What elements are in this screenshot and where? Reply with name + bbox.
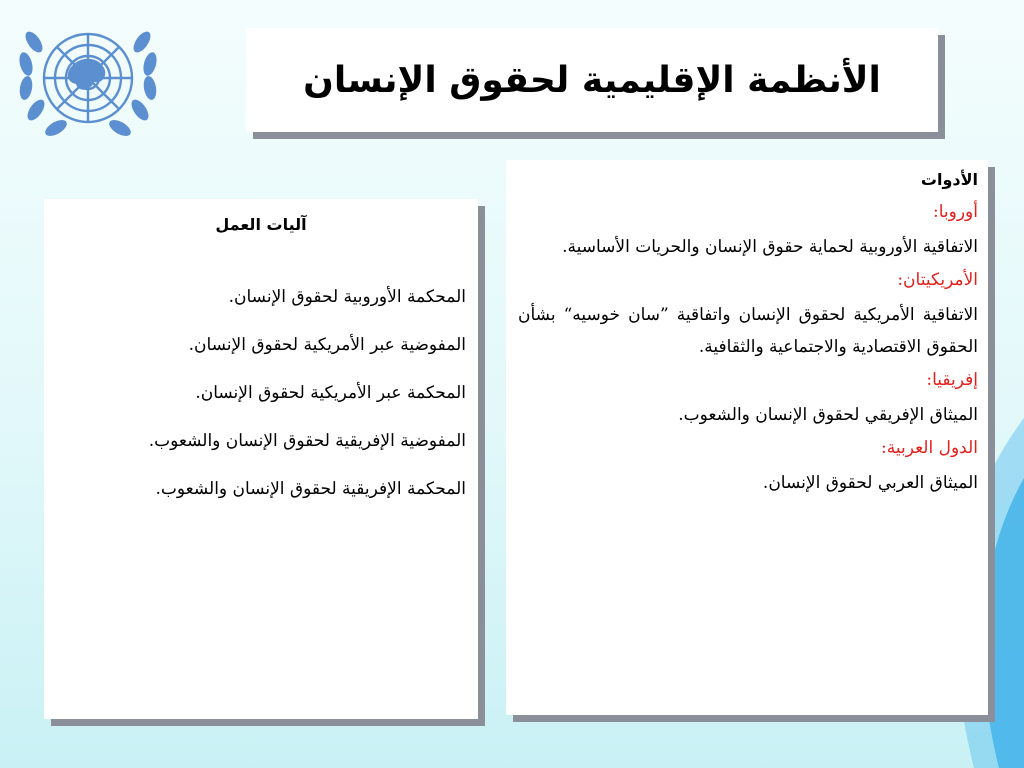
region-label-arab-states: الدول العربية: — [881, 438, 978, 458]
region-label-africa: إفريقيا: — [926, 370, 978, 390]
mechanism-item: المحكمة عبر الأمريكية لحقوق الإنسان. — [195, 383, 466, 403]
instrument-text-arab-states: الميثاق العربي لحقوق الإنسان. — [762, 473, 978, 493]
instrument-text-americas: الاتفاقية الأمريكية لحقوق الإنسان واتفاقية ”سان خوسيه“ بشأن الحقوق الاقتصادية والاجتماعية والثقافية. — [518, 305, 978, 357]
mechanisms-panel — [44, 199, 478, 719]
mechanisms-heading: آليات العمل — [215, 215, 307, 234]
instrument-text-europe: الاتفاقية الأوروبية لحماية حقوق الإنسان والحريات الأساسية. — [562, 237, 978, 257]
un-emblem-icon — [6, 12, 170, 152]
mechanism-item: المفوضية الإفريقية لحقوق الإنسان والشعوب. — [148, 431, 466, 451]
mechanism-item: المحكمة الأوروبية لحقوق الإنسان. — [228, 287, 466, 307]
instruments-heading: الأدوات — [920, 170, 978, 189]
mechanism-item: المفوضية عبر الأمريكية لحقوق الإنسان. — [188, 335, 466, 355]
mechanism-item: المحكمة الإفريقية لحقوق الإنسان والشعوب. — [155, 479, 466, 499]
title-box — [246, 28, 938, 132]
page-title: الأنظمة الإقليمية لحقوق الإنسان — [303, 59, 881, 101]
instrument-text-africa: الميثاق الإفريقي لحقوق الإنسان والشعوب. — [678, 405, 978, 425]
region-label-americas: الأمريكيتان: — [897, 270, 978, 290]
region-label-europe: أوروبا: — [933, 202, 978, 222]
instruments-panel — [506, 160, 988, 715]
